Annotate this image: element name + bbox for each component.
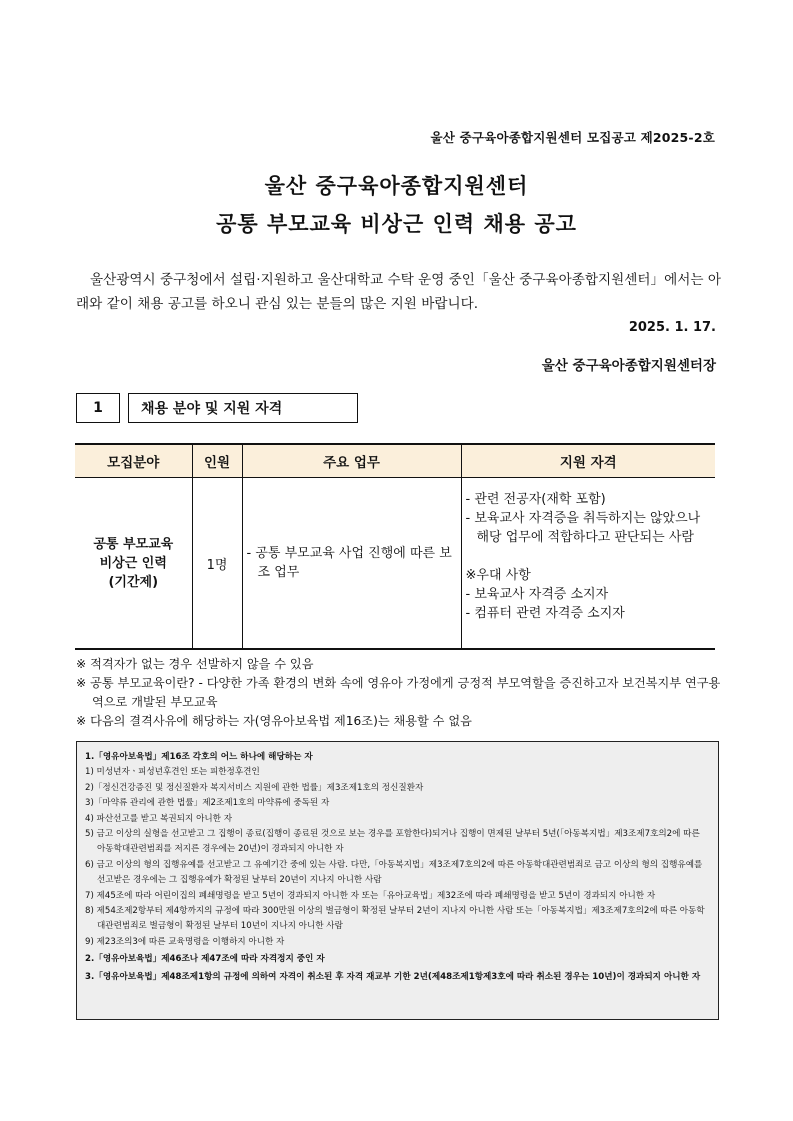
section-title: 채용 분야 및 지원 자격 — [128, 393, 358, 423]
qualification-item: - 보육교사 자격증을 취득하지는 않았으나 해당 업무에 적합하다고 판단되는 사람 — [465, 511, 701, 545]
header-duty: 주요 업무 — [242, 444, 461, 478]
header-field: 모집분야 — [75, 444, 192, 478]
disqualification-item: 5) 금고 이상의 실형을 선고받고 그 집행이 종료(집행이 종료된 것으로 보는 경우를 포함한다)되거나 집행이 면제된 날부터 5년(「아동복지법」제3조제7호의2에 따른 아동학대관련범죄를 저지른 경우에는 20년)이 경과되지 아니한 자 — [85, 829, 700, 855]
note-item: ※ 적격자가 없는 경우 선발하지 않을 수 있음 — [76, 657, 314, 671]
disqualification-heading: 1.「영유아보육법」제16조 각호의 어느 하나에 해당하는 자 — [85, 752, 313, 762]
preference-item: - 보육교사 자격증 소지자 — [465, 587, 609, 602]
notice-number: 울산 중구육아종합지원센터 모집공고 제2025-2호 — [430, 130, 715, 145]
preference-item: - 컴퓨터 관련 자격증 소지자 — [465, 606, 625, 621]
disqualification-item: 7) 제45조에 따라 어린이집의 폐쇄명령을 받고 5년이 경과되지 아니한 자 또는「유아교육법」제32조에 따라 폐쇄명령을 받고 5년이 경과되지 아니한 자 — [85, 890, 656, 901]
header-count: 인원 — [192, 444, 242, 478]
page-title-line2: 공통 부모교육 비상근 인력 채용 공고 — [216, 212, 577, 236]
duty-cell — [242, 478, 461, 650]
field-line: 비상근 인력 — [99, 555, 167, 571]
header-qualification: 지원 자격 — [461, 444, 715, 478]
section-number: 1 — [76, 393, 120, 423]
recruitment-table — [75, 443, 715, 650]
qualification-item: - 관련 전공자(재학 포함) — [465, 492, 606, 507]
disqualification-item: 8) 제54조제2항부터 제4항까지의 규정에 따라 300만원 이상의 벌금형이 확정된 날부터 2년이 지나지 아니한 사람 또는「아동복지법」제3조제7호의2에 따른 아동학대관련범죄로 벌금형이 확정된 날부터 10년이 지나지 아니한 사람 — [85, 906, 705, 932]
table-header-row — [75, 444, 715, 478]
duty-text: - 공통 부모교육 사업 진행에 따른 보조 업무 — [246, 546, 452, 580]
disqualification-item: 4) 파산선고를 받고 복권되지 아니한 자 — [85, 813, 233, 824]
disqualification-item: 9) 제23조의3에 따른 교육명령을 이행하지 아니한 자 — [85, 936, 285, 947]
page-title-line1: 울산 중구육아종합지원센터 — [264, 174, 529, 198]
intro-paragraph: 울산광역시 중구청에서 설립·지원하고 울산대학교 수탁 운영 중인「울산 중구육아종합지원센터」에서는 아래와 같이 채용 공고를 하오니 관심 있는 분들의 많은 지원 바랍니다. — [76, 272, 721, 312]
disqualification-item: 2)「정신건강증진 및 정신질환자 복지서비스 지원에 관한 법률」제3조제1호의 정신질환자 — [85, 782, 424, 793]
disqualification-item: 3)「마약류 관리에 관한 법률」제2조제1호의 마약류에 중독된 자 — [85, 798, 330, 809]
qualification-cell — [461, 478, 715, 650]
note-item: ※ 공통 부모교육이란? - 다양한 가족 환경의 변화 속에 영유아 가정에게 긍정적 부모역할을 증진하고자 보건복지부 연구용역으로 개발된 부모교육 — [76, 676, 721, 709]
disqualification-box — [76, 741, 719, 1020]
disqualification-item: 6) 금고 이상의 형의 집행유예를 선고받고 그 유예기간 중에 있는 사람. 다만,「아동복지법」제3조제7호의2에 따른 아동학대관련범죄로 금고 이상의 형의 집행유예를 선고받은 경우에는 그 집행유예가 확정된 날부터 20년이 지나지 아니한 사람 — [85, 859, 703, 886]
table-row — [75, 478, 715, 650]
disqualification-item: 1) 미성년자ㆍ피성년후견인 또는 피한정후견인 — [85, 767, 260, 778]
count-cell: 1명 — [192, 478, 242, 650]
disqualification-heading: 2.「영유아보육법」제46조나 제47조에 따라 자격정지 중인 자 — [85, 954, 325, 965]
signer: 울산 중구육아종합지원센터장 — [541, 358, 716, 374]
field-line: (기간제) — [108, 574, 159, 590]
field-line: 공통 부모교육 — [93, 536, 174, 552]
field-cell — [75, 478, 192, 650]
preference-title: ※우대 사항 — [465, 568, 531, 583]
announcement-date: 2025. 1. 17. — [628, 320, 716, 335]
note-item: ※ 다음의 결격사유에 해당하는 자(영유아보육법 제16조)는 채용할 수 없음 — [76, 714, 472, 728]
notes-list — [76, 655, 721, 731]
disqualification-heading: 3.「영유아보육법」제48조제1항의 규정에 의하여 자격이 취소된 후 자격 재교부 기한 2년(제48조제1항제3호에 따라 취소된 경우는 10년)이 경과되지 아니한 자 — [85, 971, 701, 982]
